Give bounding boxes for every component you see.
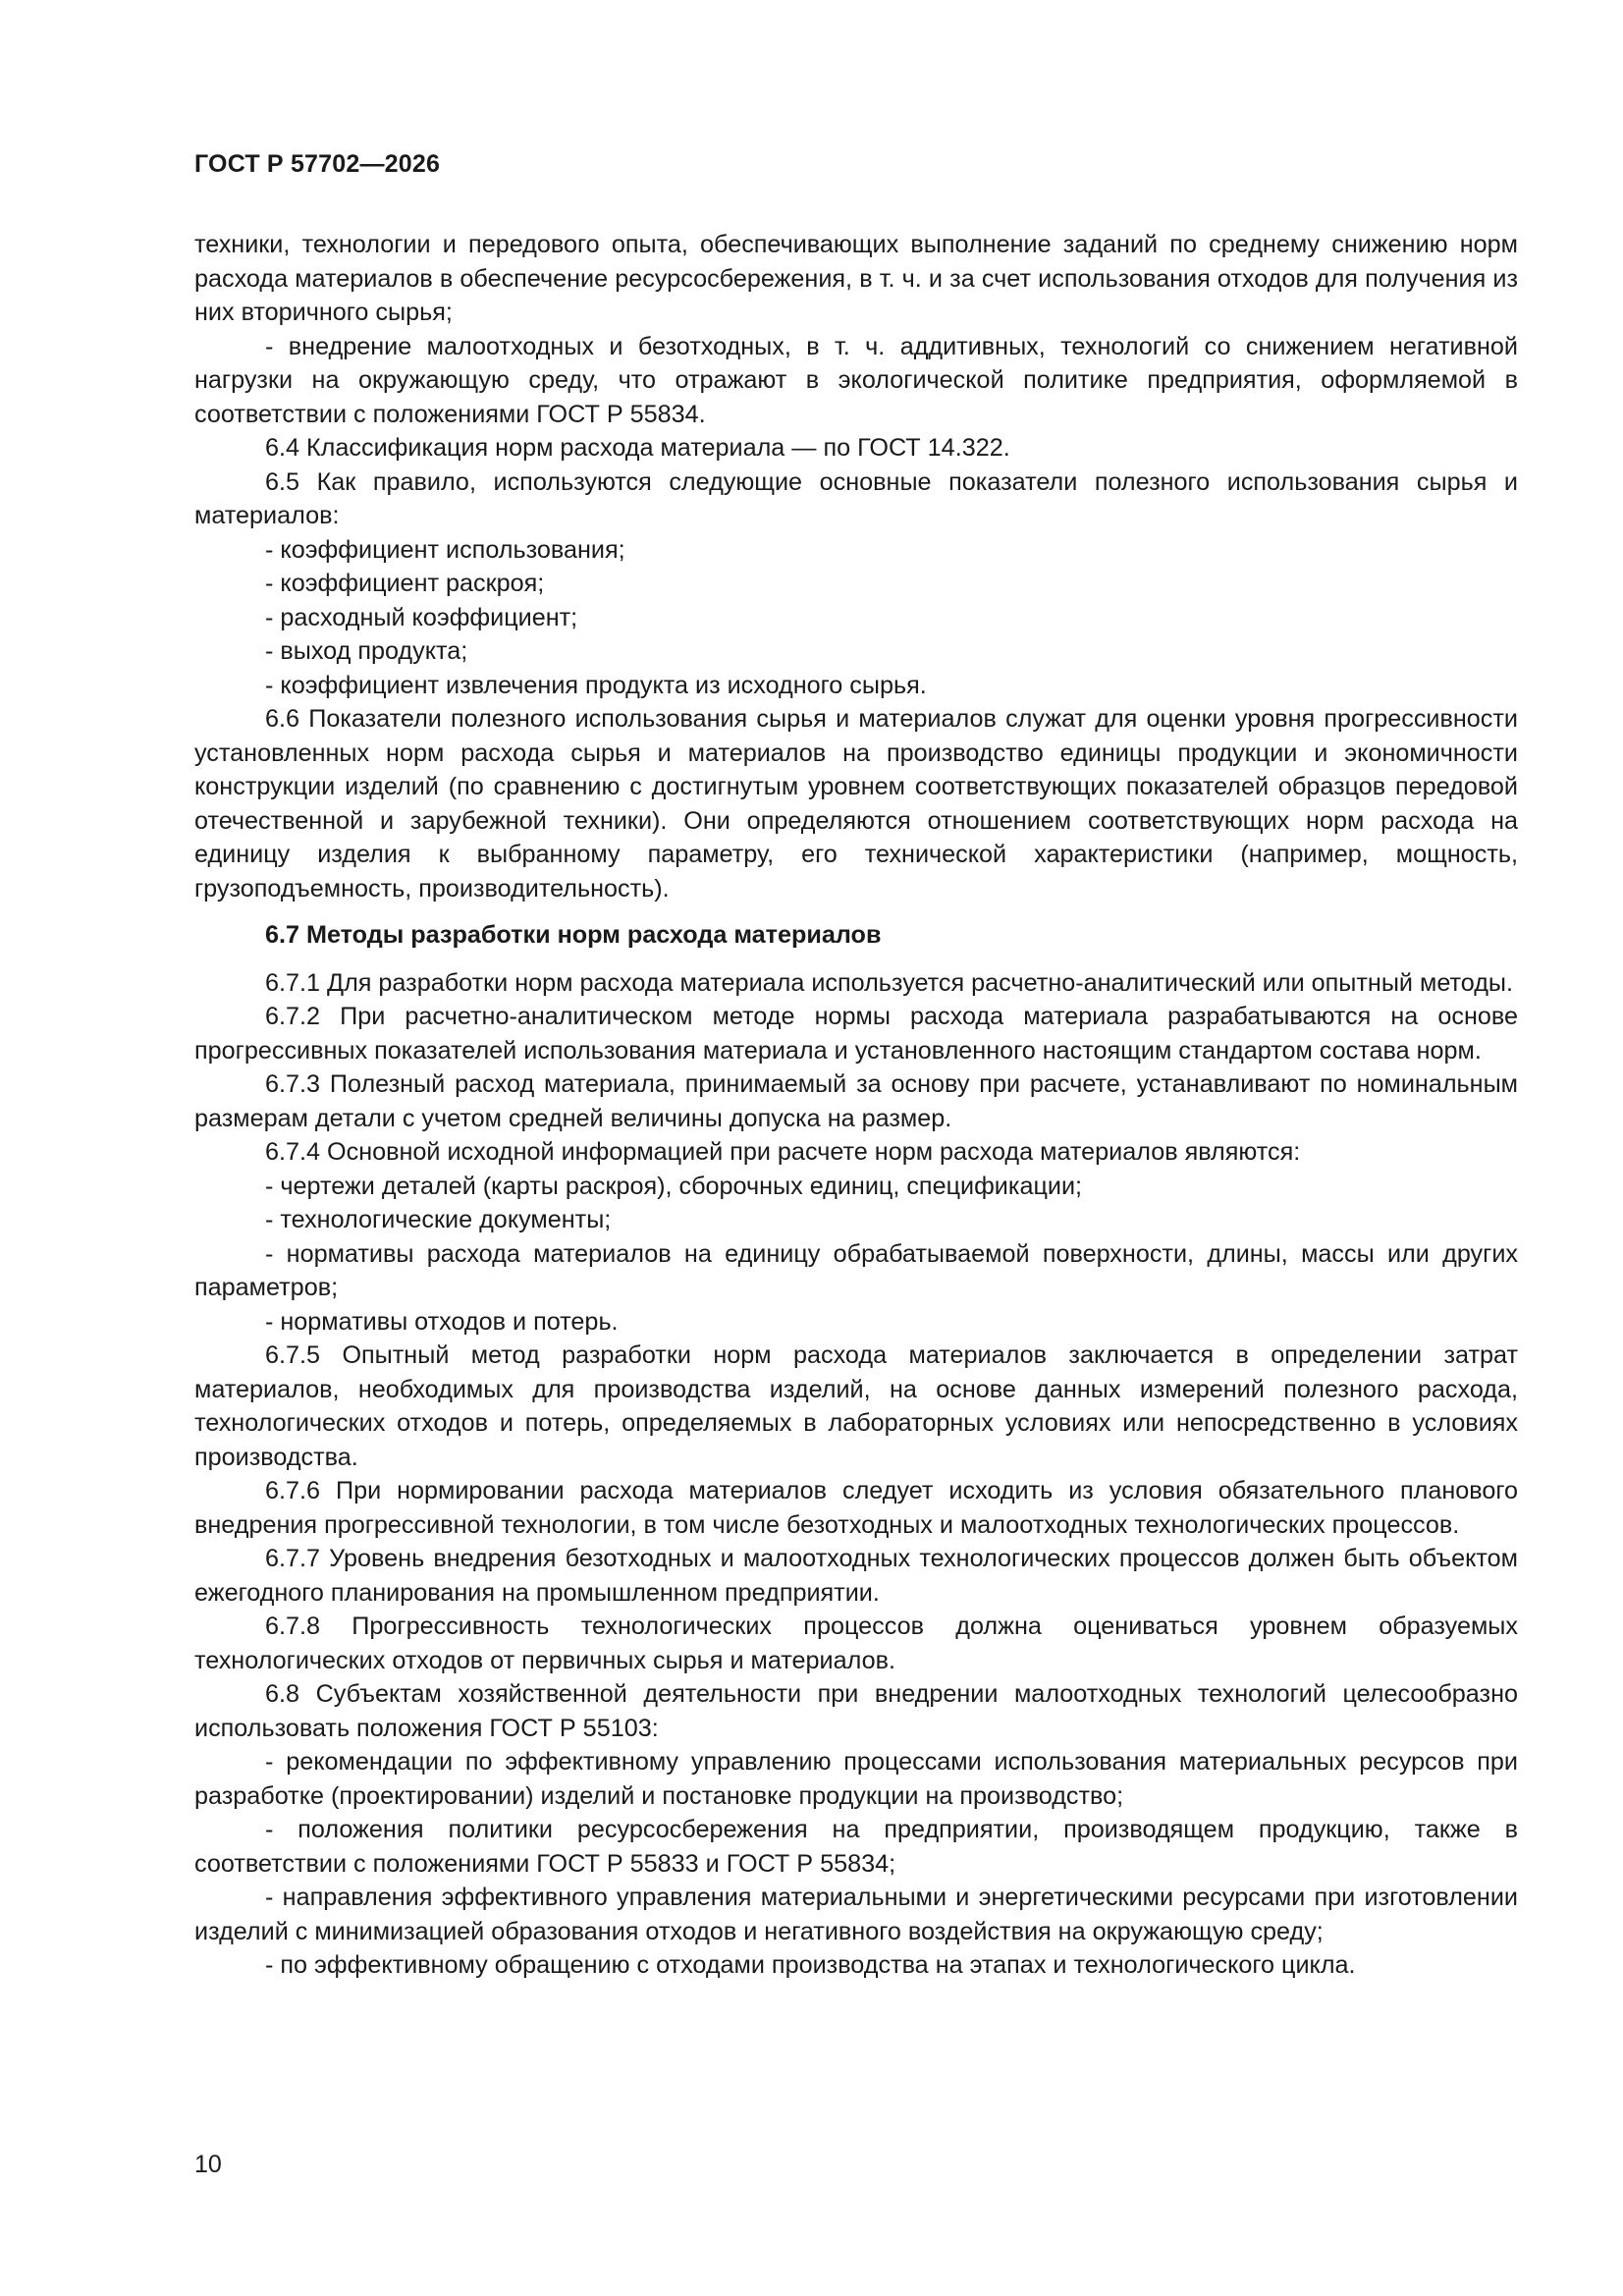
paragraph: - положения политики ресурсосбережения на предприятии, производящем продукцию, также в соответствии с положениями ГОСТ Р 55833 и ГОСТ Р 55834; (194, 1816, 1518, 1878)
paragraph: 6.7.4 Основной исходной информацией при расчете норм расхода материалов являются: (265, 1138, 1301, 1166)
paragraph: - нормативы расхода материалов на единицу обрабатываемой поверхности, длины, массы или других параметров; (194, 1239, 1518, 1301)
paragraph: - выход продукта; (265, 637, 468, 665)
section-heading: 6.7 Методы разработки норм расхода материалов (265, 921, 882, 949)
paragraph: - коэффициент раскроя; (265, 570, 545, 597)
paragraph: - направления эффективного управления материальными и энергетическими ресурсами при изготовлении изделий с минимизацией образования отходов и негативного воздействия на окружающую среду; (194, 1884, 1518, 1945)
paragraph: 6.5 Как правило, используются следующие основные показатели полезного использования сырья и материалов: (194, 467, 1518, 529)
paragraph: 6.7.1 Для разработки норм расхода материала используется расчетно-аналитический или опытный методы. (265, 968, 1513, 997)
paragraph: - технологические документы; (265, 1206, 612, 1233)
paragraph: - рекомендации по эффективному управлению процессами использования материальных ресурсов при разработке (проектировании) изделий и постановке продукции на производство; (194, 1748, 1518, 1810)
paragraph: 6.7.8 Прогрессивность технологических процессов должна оцениваться уровнем образуемых технологических отходов от первичных сырья и материалов. (194, 1613, 1518, 1674)
paragraph: - коэффициент извлечения продукта из исходного сырья. (265, 671, 927, 699)
document-code-header: ГОСТ Р 57702—2026 (194, 150, 441, 178)
paragraph: - коэффициент использования; (265, 535, 625, 564)
paragraph: - расходный коэффициент; (265, 603, 578, 631)
paragraph: 6.6 Показатели полезного использования сырья и материалов служат для оценки уровня прогрессивности установленных норм расхода сырья и материалов на производство единицы продукции и экономичности конструкции изделий (по сравнению с достигнутым уровнем соответствующих показателей образцов передовой отечественной и зарубежной техники). Они определяются отношением соответствующих норм расхода на единицу изделия к выбранному параметру, его технической характеристики (например, мощность, грузоподъемность, производительность). (194, 705, 1518, 902)
page-number: 10 (194, 2151, 222, 2178)
document-body (194, 228, 1518, 1983)
paragraph: - по эффективному обращению с отходами производства на этапах и технологического цикла. (265, 1951, 1356, 1979)
paragraph: 6.8 Субъектам хозяйственной деятельности при внедрении малоотходных технологий целесообразно использовать положения ГОСТ Р 55103: (194, 1680, 1518, 1742)
paragraph: 6.4 Классификация норм расхода материала — по ГОСТ 14.322. (265, 434, 1010, 462)
paragraph: - чертежи деталей (карты раскроя), сборочных единиц, спецификации; (265, 1172, 1083, 1200)
paragraph: - внедрение малоотходных и безотходных, в т. ч. аддитивных, технологий со снижением негативной нагрузки на окружающую среду, что отражают в экологической политике предприятия, оформляемой в соответствии с положениями ГОСТ Р 55834. (194, 332, 1518, 428)
paragraph: - нормативы отходов и потерь. (265, 1307, 619, 1336)
paragraph: 6.7.7 Уровень внедрения безотходных и малоотходных технологических процессов должен быть объектом ежегодного планирования на промышленном предприятии. (194, 1545, 1518, 1607)
paragraph: 6.7.5 Опытный метод разработки норм расхода материалов заключается в определении затрат материалов, необходимых для производства изделий, на основе данных измерений полезного расхода, технологических отходов и потерь, определяемых в лабораторных условиях или непосредственно в условиях производства. (194, 1341, 1518, 1471)
paragraph: техники, технологии и передового опыта, обеспечивающих выполнение заданий по среднему снижению норм расхода материалов в обеспечение ресурсосбережения, в т. ч. и за счет использования отходов для получения из них вторичного сырья; (194, 231, 1518, 326)
paragraph: 6.7.2 При расчетно-аналитическом методе нормы расхода материала разрабатываются на основе прогрессивных показателей использования материала и установленного настоящим стандартом состава норм. (194, 1003, 1518, 1065)
paragraph: 6.7.6 При нормировании расхода материалов следует исходить из условия обязательного планового внедрения прогрессивной технологии, в том числе безотходных и малоотходных технологических процессов. (194, 1477, 1518, 1539)
paragraph: 6.7.3 Полезный расход материала, принимаемый за основу при расчете, устанавливают по номинальным размерам детали с учетом средней величины допуска на размер. (194, 1070, 1518, 1132)
